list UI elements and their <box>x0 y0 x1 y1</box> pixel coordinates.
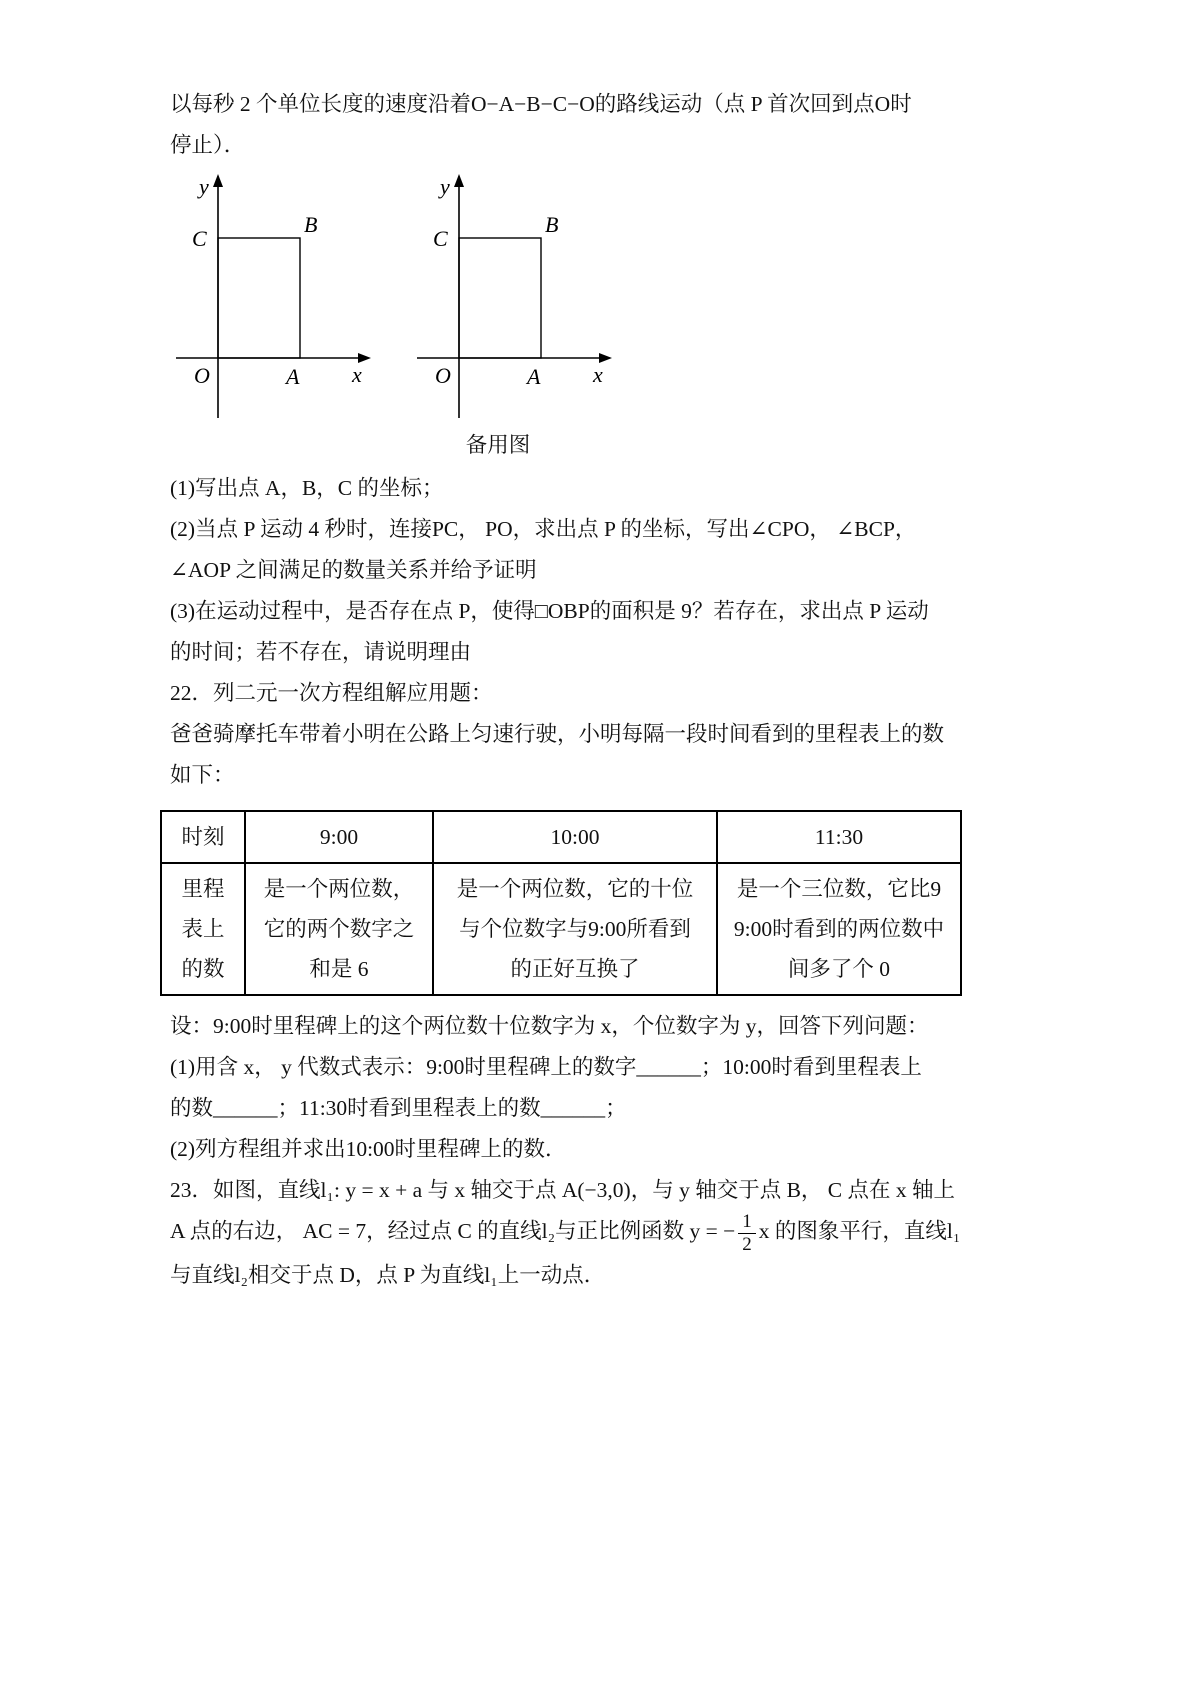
rectangle-oabc <box>218 238 300 358</box>
cell-line: 是一个两位数，它的十位 <box>456 877 694 901</box>
y-axis-arrow <box>213 174 223 187</box>
label-point-o: O <box>435 363 451 388</box>
q22-part1-line1: (1)用含 x， y 代数式表示：9:00时里程碑上的数字______；10:00时看到里程表上 <box>170 1055 922 1079</box>
q21-part3-line2: 的时间；若不存在，请说明理由 <box>170 640 472 664</box>
figure-2-wrap <box>411 170 646 458</box>
row-label-cell <box>161 863 245 995</box>
cell-line: 与个位数字与9:00所看到 <box>459 917 691 941</box>
y-axis-arrow <box>454 174 464 187</box>
cell-line: 和是 6 <box>309 957 369 981</box>
coordinate-figure-2 <box>411 170 646 424</box>
q21-part2-line2: ∠AOP 之间满足的数量关系并给予证明 <box>170 558 537 582</box>
q23-line3: 与直线l₂相交于点 D，点 P 为直线l₁上一动点． <box>170 1262 606 1287</box>
cell-line: 表上 <box>181 917 225 941</box>
q22-body-line1: 爸爸骑摩托车带着小明在公路上匀速行驶，小明每隔一段时间看到的里程表上的数 <box>170 722 945 746</box>
q23-line2 <box>170 1211 1050 1255</box>
cell-line: 的数 <box>181 957 225 981</box>
figure-1-wrap <box>170 170 405 458</box>
cell-line: 是一个两位数， <box>263 877 415 901</box>
header-cell-1000: 10:00 <box>433 811 717 863</box>
q22-title: 22．列二元一次方程组解应用题： <box>170 681 493 705</box>
label-point-c: C <box>192 226 207 251</box>
coordinate-figure-1 <box>170 170 405 424</box>
rectangle-oabc <box>459 238 541 358</box>
coordinate-figures <box>170 170 1050 458</box>
cell-line: 它的两个数字之 <box>263 917 415 941</box>
q22-part1-line2: 的数______；11:30时看到里程表上的数______； <box>170 1096 627 1120</box>
q21-part2-line1: (2)当点 P 运动 4 秒时，连接PC， PO，求出点 P 的坐标，写出∠CPO， ∠BCP， <box>170 517 917 541</box>
label-point-a: A <box>527 364 541 389</box>
intro-line-1: 以每秒 2 个单位长度的速度沿着O−A−B−C−O的路线运动（点 P 首次回到点O时 <box>170 92 912 116</box>
cell-line: 9:00时看到的两位数中 <box>733 917 945 941</box>
q23-line2-text-b: x 的图象平行，直线l₁ <box>758 1219 961 1243</box>
header-cell-900: 9:00 <box>245 811 433 863</box>
q22-part2: (2)列方程组并求出10:00时里程碑上的数． <box>170 1137 567 1161</box>
label-point-b: B <box>545 212 559 237</box>
label-y-axis: y <box>440 174 450 199</box>
fraction-denominator: 2 <box>742 1233 752 1255</box>
q23-line2-text-a: A 点的右边， AC = 7，经过点 C 的直线l₂与正比例函数 y = − <box>170 1219 736 1243</box>
mileage-table <box>160 810 962 996</box>
q22-body-line2: 如下： <box>170 763 235 787</box>
label-x-axis: x <box>593 362 603 387</box>
cell-line: 间多了个 0 <box>787 957 891 981</box>
header-cell-time: 时刻 <box>161 811 245 863</box>
cell-line: 是一个三位数，它比9 <box>736 877 942 901</box>
q23-line1: 23．如图，直线l₁: y = x + a 与 x 轴交于点 A(−3,0)，与 y 轴交于点 B， C 点在 x 轴上 <box>170 1178 956 1202</box>
label-x-axis: x <box>352 362 362 387</box>
cell-900-number <box>245 863 433 995</box>
intro-line-2: 停止）． <box>170 133 246 157</box>
table-body-row <box>161 863 961 995</box>
fraction-numerator: 1 <box>738 1212 756 1234</box>
cell-line: 里程 <box>181 877 225 901</box>
figure-caption: 备用图 <box>465 433 531 457</box>
fraction-one-half <box>738 1212 756 1255</box>
header-cell-1130: 11:30 <box>717 811 961 863</box>
q21-part1: (1)写出点 A，B，C 的坐标； <box>170 476 444 500</box>
table-header-row <box>161 811 961 863</box>
cell-1000-number <box>433 863 717 995</box>
cell-1130-number <box>717 863 961 995</box>
label-point-c: C <box>433 226 448 251</box>
label-point-o: O <box>194 363 210 388</box>
cell-line: 的正好互换了 <box>510 957 640 981</box>
q22-setup: 设：9:00时里程碑上的这个两位数十位数字为 x，个位数字为 y，回答下列问题： <box>170 1014 929 1038</box>
q21-part3-line1: (3)在运动过程中，是否存在点 P，使得□OBP的面积是 9？若存在，求出点 P 运动 <box>170 599 929 623</box>
label-point-a: A <box>286 364 300 389</box>
label-point-b: B <box>304 212 318 237</box>
label-y-axis: y <box>199 174 209 199</box>
